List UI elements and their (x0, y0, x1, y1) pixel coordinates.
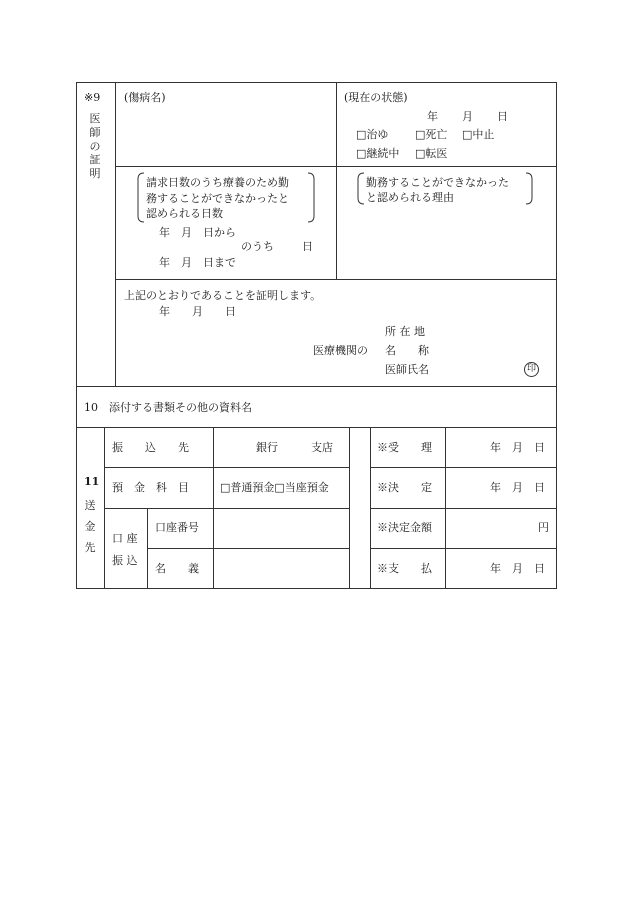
status-date-year: 年 (427, 110, 438, 123)
col-divider-section-11 (104, 427, 105, 588)
row-divider-receipt (370, 467, 557, 468)
account-type-field[interactable]: □普通預金□当座預金 (220, 481, 329, 494)
period-from-label: 年 月 日から (159, 226, 236, 239)
transfer-label-2: 振 込 (112, 554, 138, 567)
col-divider-section-9 (115, 82, 116, 386)
row-divider-account-no (147, 548, 350, 549)
row-divider-remittance (76, 427, 557, 428)
outcome-transferred[interactable]: □転医 (415, 147, 448, 160)
doctor-name-label: 医師氏名 (385, 363, 429, 376)
bank-branch-field[interactable]: 銀行 支店 (256, 441, 333, 454)
section-9-mark: ※9 (84, 91, 101, 104)
outcome-continuing[interactable]: □継続中 (356, 147, 400, 160)
section-9-label: 医 師 の 証 明 (89, 112, 101, 180)
row-divider-decision (370, 508, 557, 509)
current-status-label: (現在の状態) (344, 91, 408, 104)
col-divider-office (445, 427, 446, 588)
outcome-death[interactable]: □死亡 (415, 128, 448, 141)
reason-line-1: 勤務することができなかった (366, 176, 509, 189)
period-until-label: 年 月 日まで (159, 256, 236, 269)
row-divider-amount (370, 548, 557, 549)
row-divider-certify (115, 279, 557, 280)
certify-date: 年 月 日 (159, 305, 236, 318)
col-divider-value (213, 427, 214, 588)
transfer-label-1: 口 座 (112, 532, 138, 545)
receipt-date: 年 月 日 (490, 441, 545, 454)
decision-label: ※決 定 (377, 481, 432, 494)
bank-label: 振 込 先 (112, 441, 189, 454)
period-days-unit: 日 (302, 240, 313, 253)
days-box-line-1: 請求日数のうち療養のため勤 (146, 176, 289, 189)
row-divider-bank (104, 467, 350, 468)
amount-unit: 円 (538, 521, 549, 534)
form-right-border (556, 82, 557, 589)
outcome-cured[interactable]: □治ゆ (356, 128, 389, 141)
account-number-label: 口座番号 (155, 521, 199, 534)
col-divider-status (336, 82, 337, 279)
form-left-border (76, 82, 77, 589)
status-date-day: 日 (497, 110, 508, 123)
decided-amount-label: ※決定金額 (377, 521, 432, 534)
receipt-label: ※受 理 (377, 441, 432, 454)
payment-label: ※支 払 (377, 562, 432, 575)
row-divider-attachments (76, 386, 557, 387)
payment-date: 年 月 日 (490, 562, 545, 575)
facility-name-label: 名 称 (385, 344, 429, 357)
col-divider-gap-left (349, 427, 350, 588)
col-divider-transfer (147, 508, 148, 588)
account-type-label: 預 金 科 目 (112, 481, 189, 494)
decision-date: 年 月 日 (490, 481, 545, 494)
form-bottom-border (76, 588, 557, 589)
form-top-border (76, 82, 557, 83)
row-divider-account-type (104, 508, 350, 509)
period-of-which: のうち (241, 240, 274, 253)
status-date-month: 月 (462, 110, 473, 123)
outcome-stopped[interactable]: □中止 (462, 128, 495, 141)
seal-mark: 印 (524, 362, 539, 377)
facility-label: 医療機関の (313, 344, 368, 357)
col-divider-gap-right (370, 427, 371, 588)
days-box-line-2: 務することができなかったと (146, 192, 289, 205)
section-11-number: 11 (84, 475, 100, 488)
section-11-label: 送 金 先 (84, 499, 96, 554)
certify-statement: 上記のとおりであることを証明します。 (124, 289, 322, 302)
days-box-line-3: 認められる日数 (146, 207, 223, 220)
facility-address-label: 所 在 地 (385, 325, 425, 338)
attachments-label: 10 添付する書類その他の資料名 (84, 401, 252, 414)
injury-name-label: (傷病名) (124, 91, 166, 104)
reason-line-2: と認められる理由 (366, 191, 454, 204)
account-holder-label: 名 義 (155, 562, 199, 575)
